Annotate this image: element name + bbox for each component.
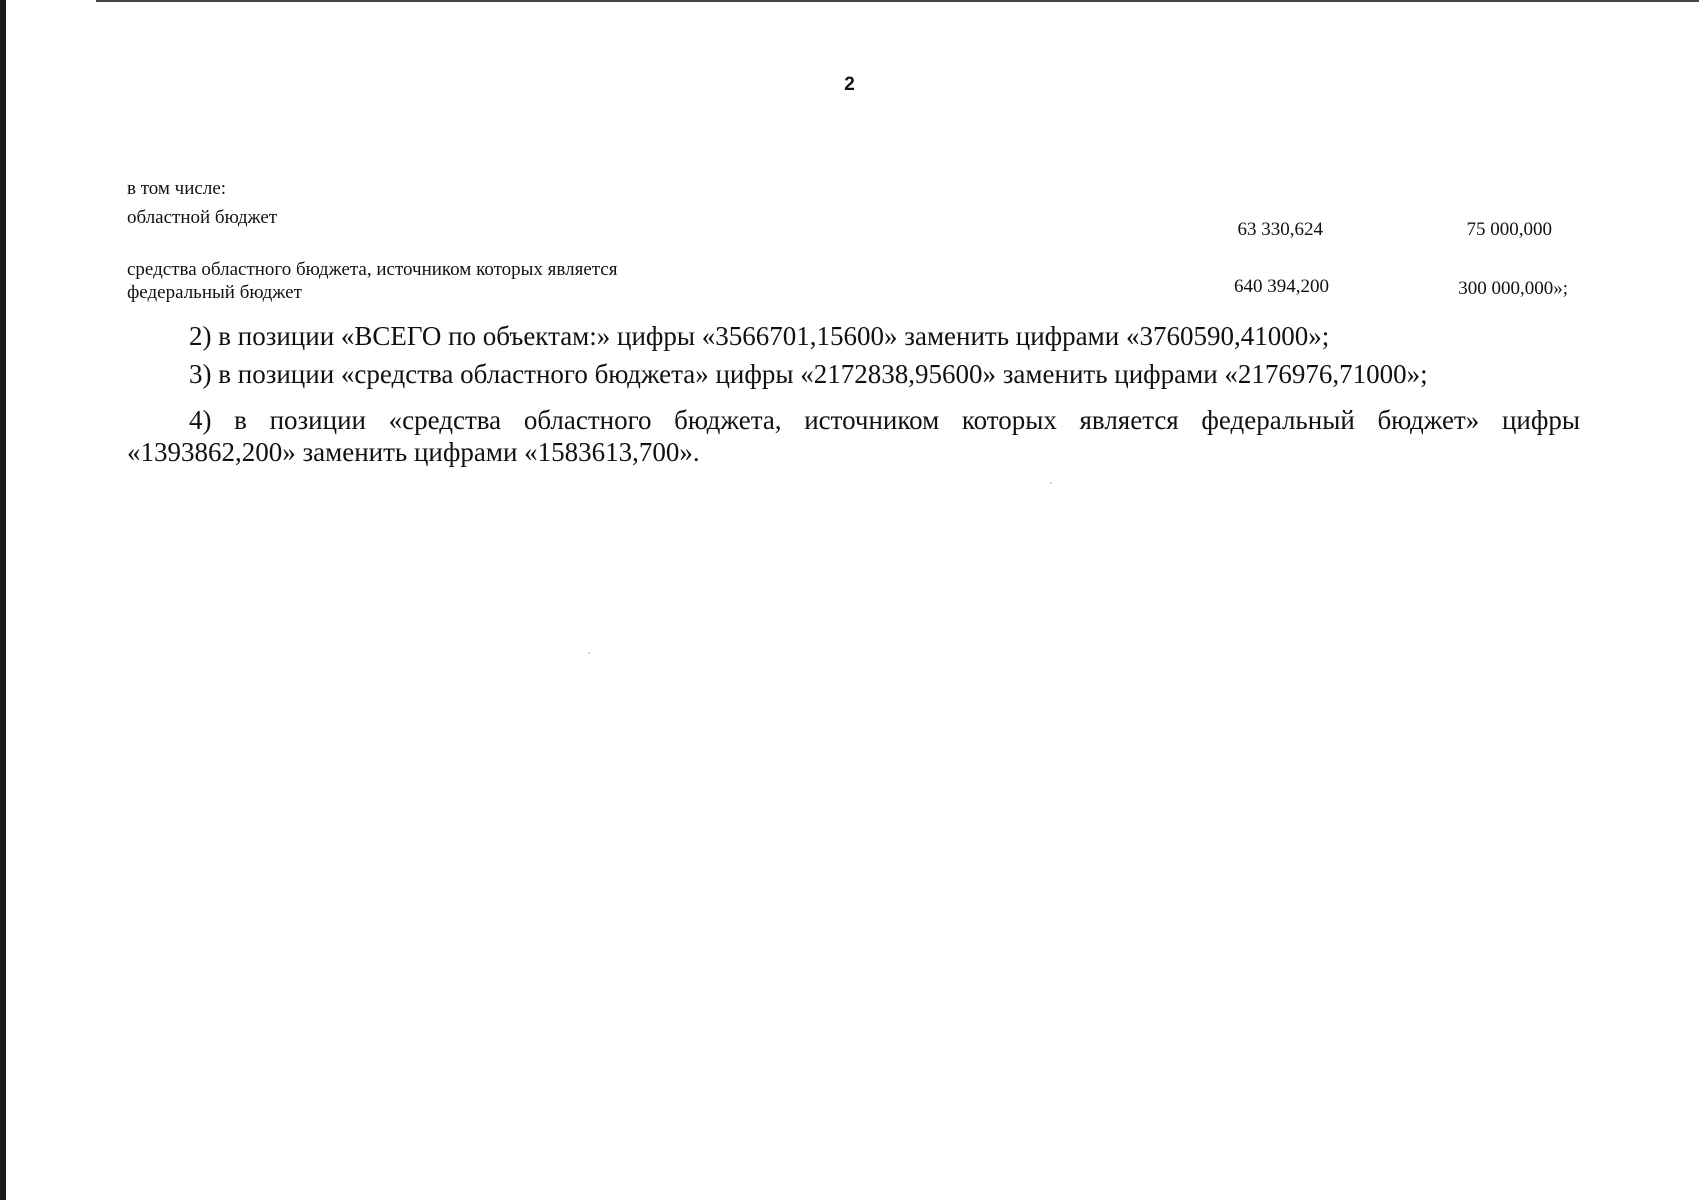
- row-label-federal-source: [127, 258, 617, 304]
- scan-speck: [588, 652, 590, 654]
- scan-speck: [1050, 482, 1052, 484]
- amendment-paragraph-2: 2) в позиции «ВСЕГО по объектам:» цифры «3566701,15600» заменить цифрами «3760590,41000»;: [189, 321, 1330, 351]
- including-label: в том числе:: [127, 178, 227, 199]
- page-number: 2: [844, 74, 855, 95]
- amendment-paragraph-4: 4) в позиции «средства областного бюджета, источником которых является федеральный бюджет» цифры «1393862,200» заменить цифрами «1583613,700».: [127, 405, 1580, 467]
- row-value-federal-source-1: 640 394,200: [1234, 276, 1329, 297]
- row-label-line: средства областного бюджета, источником которых является: [127, 259, 618, 280]
- scan-top-edge: [96, 0, 1699, 2]
- row-value-federal-source-2: 300 000,000»;: [1458, 278, 1568, 299]
- row-value-regional-budget-1: 63 330,624: [1237, 219, 1323, 240]
- amendment-paragraph-3: 3) в позиции «средства областного бюджета» цифры «2172838,95600» заменить цифрами «2176976,71000»;: [189, 359, 1428, 389]
- row-label-line: федеральный бюджет: [127, 282, 302, 303]
- scan-left-edge: [0, 0, 6, 1200]
- row-label-regional-budget: областной бюджет: [127, 207, 278, 228]
- row-value-regional-budget-2: 75 000,000: [1466, 219, 1552, 240]
